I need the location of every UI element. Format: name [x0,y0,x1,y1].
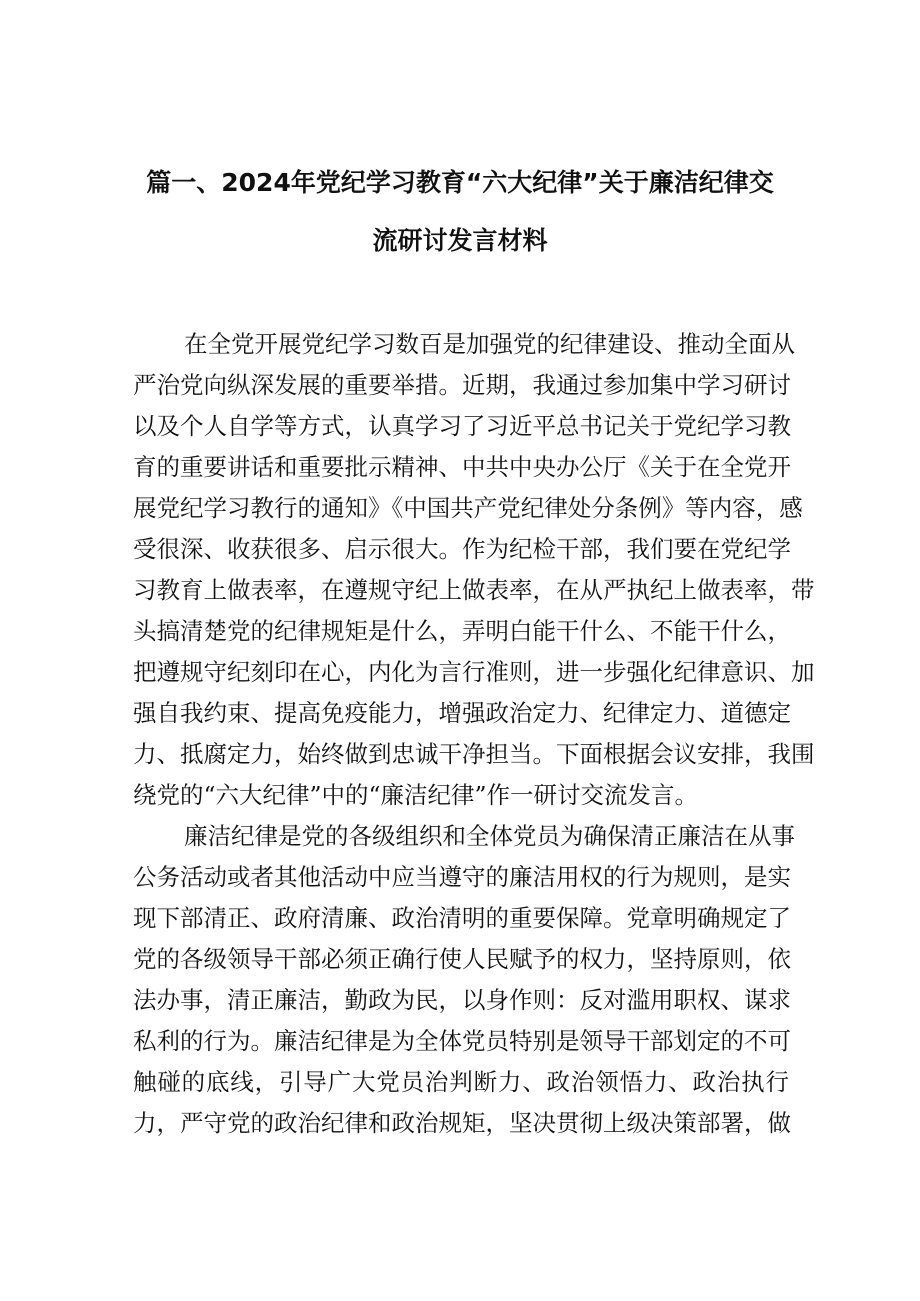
paragraph-1-line: 头搞清楚党的纪律规矩是什么，弄明白能干什么、不能干什么， [133,617,791,645]
paragraph-2-line: 党的各级领导干部必须正确行使人民赋予的权力，坚持原则，依 [133,945,791,973]
paragraph-2-line: 廉洁纪律是党的各级组织和全体党员为确保清正廉洁在从事 [184,822,795,850]
paragraph-1-line: 力、抵腐定力，始终做到忠诚干净担当。下面根据会议安排，我围 [133,740,815,768]
paragraph-1-line: 把遵规守纪刻印在心，内化为言行准则，进一步强化纪律意识、加 [133,658,815,686]
paragraph-2-line: 触碰的底线，引导广大党员治判断力、政治领悟力、政治执行 [133,1068,789,1096]
paragraph-1-line: 严治党向纵深发展的重要举措。近期，我通过参加集中学习研讨 [133,371,791,399]
document-title-line-2: 流研讨发言材料 [372,226,548,255]
paragraph-1-line: 强自我约束、提高免疫能力，增强政治定力、纪律定力、道德定 [133,699,791,727]
paragraph-1-line: 在全党开展党纪学习数百是加强党的纪律建设、推动全面从 [184,330,795,358]
paragraph-2-line: 法办事，清正廉洁，勤政为民，以身作则：反对滥用职权、谋求 [133,986,791,1014]
paragraph-1-line: 以及个人自学等方式，认真学习了习近平总书记关于党纪学习教 [133,412,791,440]
paragraph-2-line: 公务活动或者其他活动中应当遵守的廉洁用权的行为规则，是实 [133,863,791,891]
paragraph-1-line: 绕党的“六大纪律”中的“廉洁纪律”作一研讨交流发言。 [133,781,699,809]
paragraph-2-line: 现下部清正、政府清廉、政治清明的重要保障。党章明确规定了 [133,904,791,932]
paragraph-1-line: 受很深、收获很多、启示很大。作为纪检干部，我们要在党纪学 [133,535,791,563]
paragraph-2-line: 力，严守党的政治纪律和政治规矩，坚决贯彻上级决策部署，做 [133,1109,791,1137]
document-title-line-1: 篇一、2024年党纪学习教育“六大纪律”关于廉洁纪律交 [146,168,774,197]
paragraph-2-line: 私利的行为。廉洁纪律是为全体党员特别是领导干部划定的不可 [133,1027,791,1055]
paragraph-1-line: 习教育上做表率，在遵规守纪上做表率，在从严执纪上做表率，带 [133,576,815,604]
paragraph-1-line: 展党纪学习教行的通知》《中国共产党纪律处分条例》等内容，感 [133,494,803,522]
paragraph-1-line: 育的重要讲话和重要批示精神、中共中央办公厅《关于在全党开 [133,453,791,481]
